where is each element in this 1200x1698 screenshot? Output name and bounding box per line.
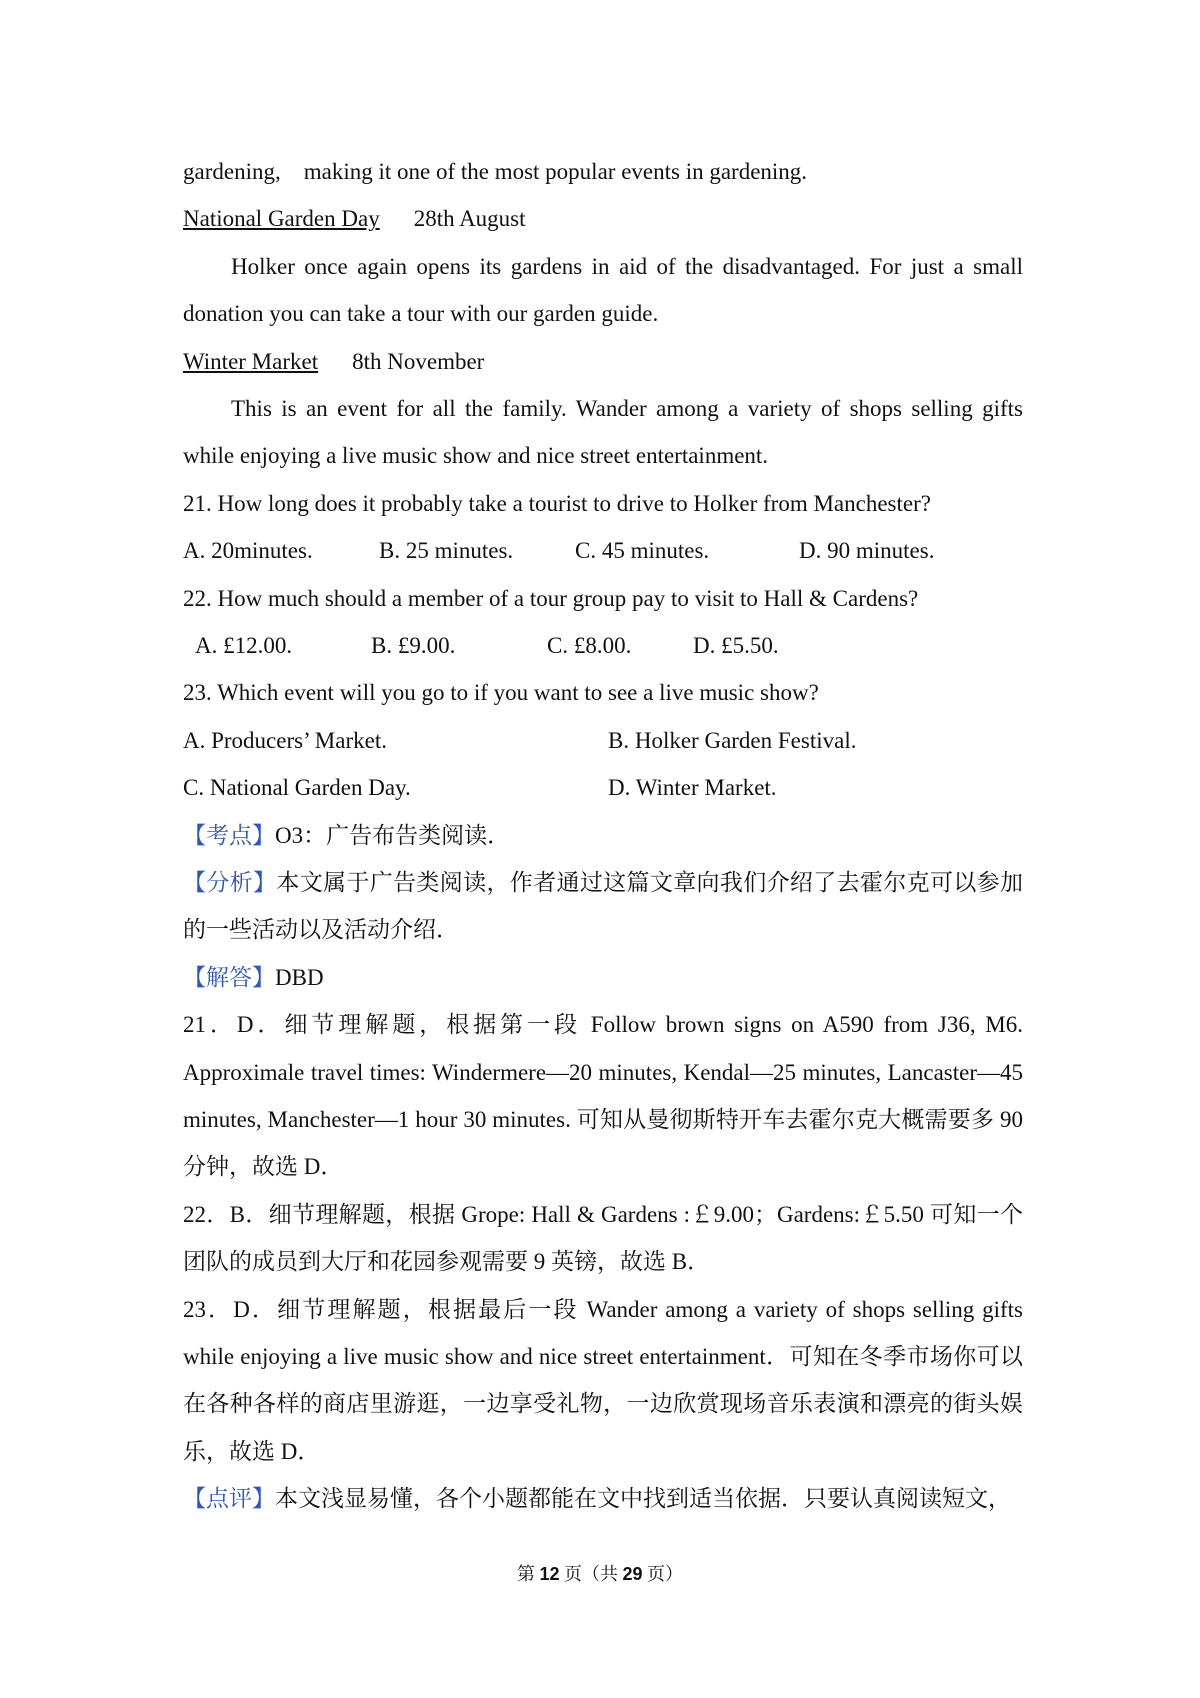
kaodian-tag: 【考点】 [183, 822, 275, 848]
jieda-tag: 【解答】 [183, 964, 275, 990]
kaodian-line [183, 812, 1023, 859]
dianping-text: 本文浅显易懂，各个小题都能在文中找到适当依据．只要认真阅读短文， [275, 1486, 1011, 1512]
question-options-21 [183, 527, 1023, 574]
event-name-winter: Winter Market [183, 348, 319, 374]
explanation-22: 22．B．细节理解题，根据 Grope: Hall & Gardens :￡9.00；Gardens:￡5.50 可知一个团队的成员到大厅和花园参观需要 9 英镑，故选 B． [183, 1201, 1023, 1275]
fenxi-tag: 【分析】 [183, 869, 277, 895]
option-23-a: A. Producers’ Market. [183, 727, 387, 753]
option-23-d: D. Winter Market. [608, 775, 777, 801]
footer-suffix: 页） [647, 1564, 684, 1584]
event-text-national: Holker once again opens its gardens in aid of the disadvantaged. For just a small donation you can take a tour with our garden guide. [183, 253, 1023, 327]
option-21-d: D. 90 minutes. [799, 538, 935, 564]
option-23-b: B. Holker Garden Festival. [608, 727, 857, 753]
fenxi-text: 本文属于广告类阅读，作者通过这篇文章向我们介绍了去霍尔克可以参加的一些活动以及活动介绍． [183, 869, 1024, 943]
option-21-a: A. 20minutes. [183, 538, 313, 564]
question-stem-23: 23. Which event will you go to if you want to see a live music show? [183, 680, 819, 706]
option-22-c: C. £8.00. [547, 632, 632, 658]
dianping-tag: 【点评】 [183, 1486, 275, 1512]
jieda-line [183, 954, 1023, 1001]
kaodian-text: O3：广告布告类阅读． [275, 822, 511, 848]
event-date-winter: 8th November [352, 348, 485, 374]
event-heading-winter [183, 338, 1023, 385]
page-footer [0, 1560, 1200, 1586]
question-stem-21: 21. How long does it probably take a tourist to drive to Holker from Manchester? [183, 490, 931, 516]
question-options-22 [183, 622, 1023, 669]
footer-mid: 页（共 [564, 1564, 618, 1584]
option-23-c: C. National Garden Day. [183, 775, 411, 801]
event-text-winter: This is an event for all the family. Wander among a variety of shops selling gifts while enjoying a live music show and nice street entertainment. [183, 395, 1023, 469]
option-22-b: B. £9.00. [371, 632, 456, 658]
question-stem-22: 22. How much should a member of a tour group pay to visit to Hall & Cardens? [183, 585, 919, 611]
dianping-line [183, 1475, 1023, 1522]
footer-page-number: 12 [539, 1564, 560, 1584]
explanation-21: 21．D．细节理解题，根据第一段 Follow brown signs on A590 from J36, M6. Approximale travel times: Windermere—20 minutes, Kendal—25 minutes, Lancaster—45 minutes, Manchester—1 hour 30 minutes. 可知从曼彻斯特开车去霍尔克大概需要多 90 分钟，故选 D． [183, 1012, 1023, 1180]
option-22-a: A. £12.00. [195, 632, 293, 658]
option-21-b: B. 25 minutes. [379, 538, 514, 564]
question-options-23-row2 [183, 764, 1023, 811]
question-options-23-row1 [183, 717, 1023, 764]
jieda-text: DBD [275, 964, 324, 990]
event-name-national: National Garden Day [183, 206, 380, 232]
footer-prefix: 第 [516, 1564, 535, 1584]
option-21-c: C. 45 minutes. [575, 538, 710, 564]
passage-continuation: gardening, making it one of the most popular events in gardening. [183, 159, 808, 184]
option-22-d: D. £5.50. [693, 632, 779, 658]
event-heading-national [183, 195, 1023, 242]
explanation-23: 23．D．细节理解题，根据最后一段 Wander among a variety of shops selling gifts while enjoying a live music show and nice street entertainment．可知在冬季市场你可以在各种各样的商店里游逛，一边享受礼物，一边欣赏现场音乐表演和漂亮的街头娱乐，故选 D． [183, 1296, 1023, 1464]
footer-total-pages: 29 [622, 1564, 643, 1584]
fenxi-paragraph [183, 859, 1023, 954]
page-content [183, 148, 1023, 1523]
event-date-national: 28th August [413, 206, 526, 232]
